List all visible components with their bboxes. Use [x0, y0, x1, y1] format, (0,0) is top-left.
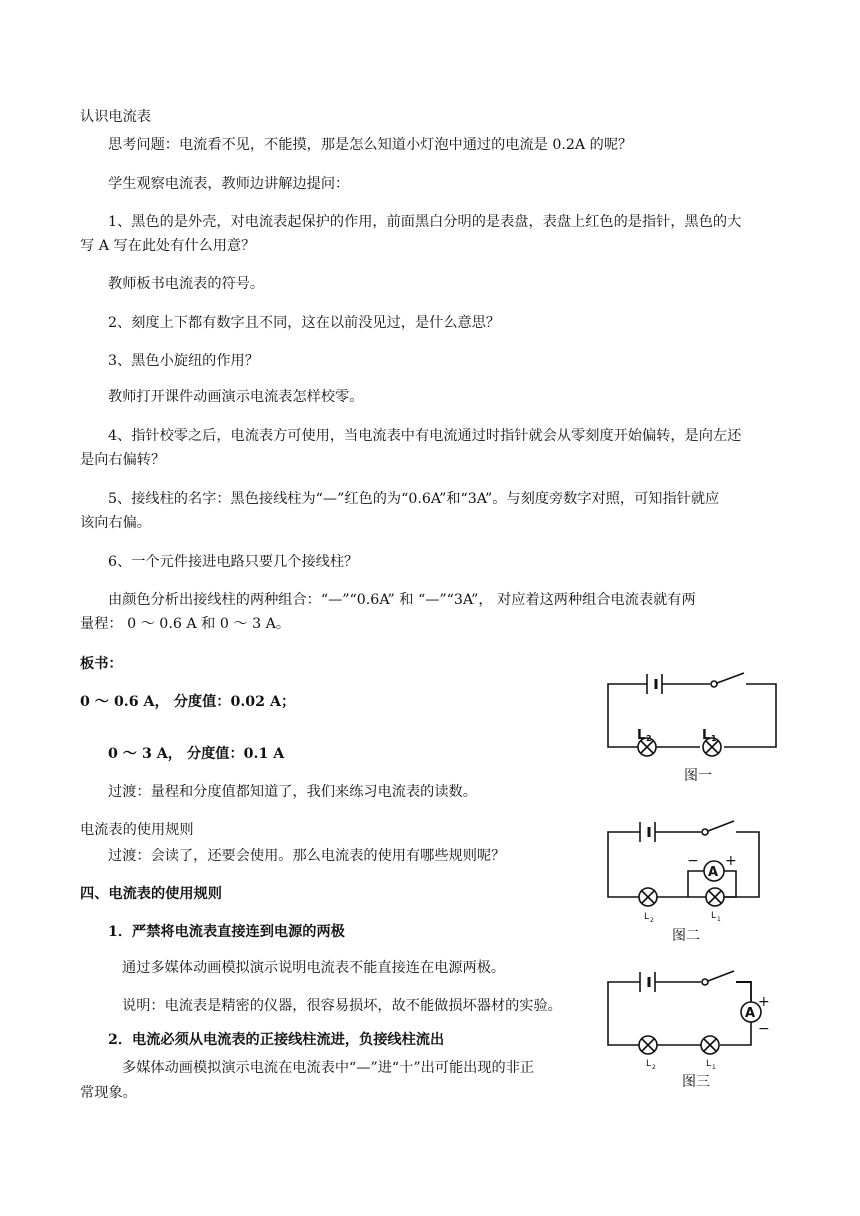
- paragraph: 教师板书电流表的符号。: [108, 276, 265, 292]
- paragraph: 过渡：会读了，还要会使用。那么电流表的使用有哪些规则呢？: [108, 848, 506, 864]
- board-label: 板书：: [80, 656, 123, 672]
- paragraph: 由颜色分析出接线柱的两种组合：“—”“0.6A” 和 “—”“3A”， 对应着这两种组合电流表就有两: [108, 592, 696, 608]
- paragraph-continued: 是向右偏转？: [80, 452, 166, 468]
- paragraph: 4、指针校零之后，电流表方可使用，当电流表中有电流通过时指针就会从零刻度开始偏转，是向左还: [108, 428, 742, 444]
- figure-1-caption: 图一: [684, 768, 712, 784]
- paragraph: 说明：电流表是精密的仪器，很容易损坏，故不能做损坏器材的实验。: [122, 998, 562, 1014]
- paragraph-continued: 常现象。: [80, 1085, 137, 1101]
- heading-usage-rules: 电流表的使用规则: [80, 822, 194, 838]
- paragraph: 通过多媒体动画模拟演示说明电流表不能直接连在电源两极。: [122, 960, 506, 976]
- lamp-l2-label: L: [644, 912, 650, 922]
- lamp-l2-sub: 2: [650, 917, 654, 924]
- paragraph: 1、黑色的是外壳，对电流表起保护的作用，前面黑白分明的是表盘，表盘上红色的是指针，黑色的大: [108, 214, 742, 230]
- lamp-l1-sub: 1: [712, 1064, 716, 1071]
- paragraph: 过渡：量程和分度值都知道了，我们来练习电流表的读数。: [108, 784, 477, 800]
- circuit-figure-3: [600, 958, 790, 1071]
- lamp-l2-label: L: [637, 728, 646, 743]
- ammeter-letter: A: [708, 865, 719, 880]
- lamp-l2-label: L: [646, 1059, 652, 1069]
- paragraph: 思考问题：电流看不见，不能摸，那是怎么知道小灯泡中通过的电流是 0.2A 的呢？: [108, 137, 633, 153]
- paragraph-continued: 写 A 写在此处有什么用意？: [80, 238, 256, 254]
- circuit-figure-1: [600, 668, 790, 768]
- board-range-1: 0 ～ 0.6 A， 分度值：0.02 A；: [80, 694, 296, 710]
- paragraph: 5、接线柱的名字：黑色接线柱为“—”红色的为“0.6A”和“3A”。与刻度旁数字对照，可知指针就应: [108, 491, 720, 507]
- lamp-l2-sub: 2: [646, 734, 652, 743]
- ammeter-letter: A: [745, 1006, 756, 1021]
- minus-terminal: −: [758, 1021, 770, 1037]
- paragraph: 学生观察电流表，教师边讲解边提问：: [108, 176, 350, 192]
- paragraph-continued: 量程： 0 ～ 0.6 A 和 0 ～ 3 A。: [80, 616, 291, 632]
- paragraph: 3、黑色小旋纽的作用？: [108, 353, 259, 369]
- plus-terminal: +: [758, 994, 770, 1010]
- paragraph: 6、一个元件接进电路只要几个接线柱？: [108, 554, 359, 570]
- figure-2-caption: 图二: [672, 928, 700, 944]
- paragraph: 2、刻度上下都有数字且不同，这在以前没见过，是什么意思？: [108, 315, 501, 331]
- paragraph-continued: 该向右偏。: [80, 515, 151, 531]
- rule-2: 2．电流必须从电流表的正接线柱流进，负接线柱流出: [108, 1032, 445, 1048]
- lamp-l1-label: L: [706, 1059, 712, 1069]
- paragraph: 多媒体动画模拟演示电流在电流表中“—”进“十”出可能出现的非正: [122, 1060, 535, 1076]
- circuit-figure-2: [600, 815, 790, 925]
- minus-terminal: −: [687, 853, 699, 869]
- lamp-l1-label: L: [702, 728, 711, 743]
- figure-3-caption: 图三: [682, 1074, 710, 1090]
- lamp-l1-sub: 1: [711, 734, 717, 743]
- lamp-l1-sub: 1: [717, 916, 721, 923]
- paragraph: 教师打开课件动画演示电流表怎样校零。: [108, 389, 364, 405]
- lamp-l1-label: L: [711, 911, 717, 921]
- board-range-2: 0 ～ 3 A， 分度值：0.1 A: [108, 746, 285, 762]
- lamp-l2-sub: 2: [652, 1064, 656, 1071]
- plus-terminal: +: [725, 853, 737, 869]
- heading-recognize-ammeter: 认识电流表: [80, 109, 151, 125]
- section-heading: 四、电流表的使用规则: [80, 886, 222, 902]
- rule-1: 1．严禁将电流表直接连到电源的两极: [108, 924, 345, 940]
